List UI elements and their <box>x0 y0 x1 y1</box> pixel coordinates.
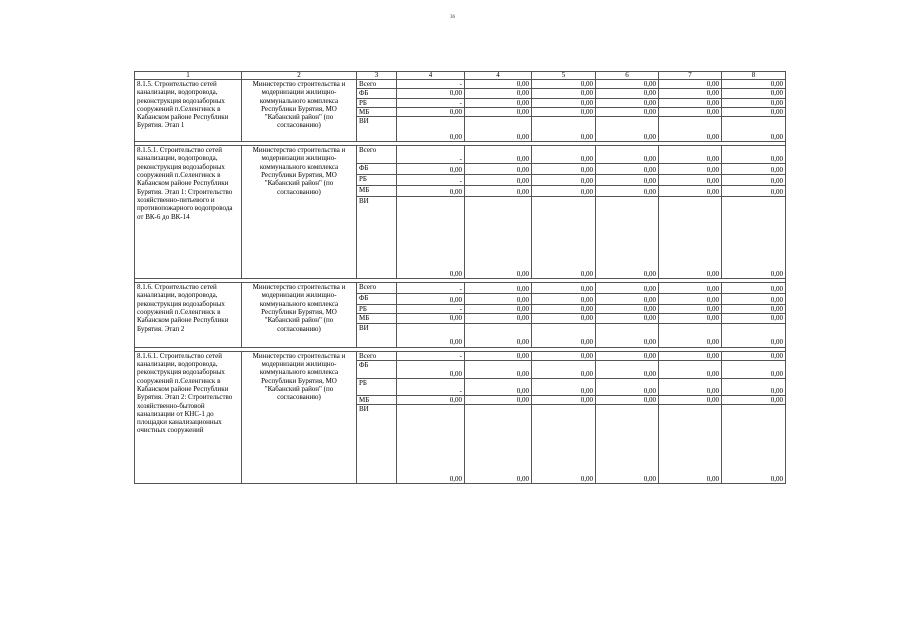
header-cell: 5 <box>532 72 596 80</box>
amount-cell: 0,00 <box>596 314 659 323</box>
header-cell: 1 <box>135 72 242 80</box>
header-cell: 4 <box>397 72 465 80</box>
amount-cell: 0,00 <box>465 146 532 164</box>
amount-cell: 0,00 <box>465 80 532 89</box>
amount-cell: 0,00 <box>596 361 659 379</box>
table-row <box>135 351 786 360</box>
amount-cell: 0,00 <box>465 98 532 107</box>
amount-cell: 0,00 <box>596 323 659 347</box>
amount-cell: 0,00 <box>722 164 786 175</box>
header-cell: 8 <box>722 72 786 80</box>
amount-cell: - <box>397 98 465 107</box>
amount-cell: 0,00 <box>532 146 596 164</box>
amount-cell: - <box>397 146 465 164</box>
amount-cell: 0,00 <box>596 351 659 360</box>
amount-cell: 0,00 <box>659 175 722 186</box>
amount-cell: 0,00 <box>465 314 532 323</box>
activity-description: 8.1.6. Строительство сетей канализации, водопровода, реконструкция водозаборных сооружений п.Селенгинск в Кабанском районе Республики Бурятия. Этап 2 <box>135 283 242 348</box>
amount-cell: 0,00 <box>722 361 786 379</box>
responsible-executor: Министерство строительства и модернизации жилищно-коммунального комплекса Республики Бурятия, МО "Кабанский район" (по согласованию) <box>242 146 357 279</box>
amount-cell: 0,00 <box>596 305 659 314</box>
amount-cell: 0,00 <box>596 186 659 197</box>
amount-cell: 0,00 <box>659 351 722 360</box>
amount-cell: 0,00 <box>722 89 786 98</box>
amount-cell: 0,00 <box>596 107 659 116</box>
amount-cell: 0,00 <box>722 175 786 186</box>
amount-cell: 0,00 <box>465 305 532 314</box>
amount-cell: 0,00 <box>722 186 786 197</box>
funding-source: ВИ <box>357 405 397 484</box>
amount-cell: 0,00 <box>722 197 786 279</box>
amount-cell: 0,00 <box>397 197 465 279</box>
amount-cell: 0,00 <box>722 351 786 360</box>
amount-cell: 0,00 <box>532 186 596 197</box>
amount-cell: 0,00 <box>596 117 659 142</box>
amount-cell: 0,00 <box>532 89 596 98</box>
funding-source: РБ <box>357 175 397 186</box>
amount-cell: 0,00 <box>596 405 659 484</box>
amount-cell: 0,00 <box>465 107 532 116</box>
header-row <box>135 72 786 80</box>
amount-cell: 0,00 <box>596 197 659 279</box>
amount-cell: 0,00 <box>722 107 786 116</box>
amount-cell: 0,00 <box>659 294 722 305</box>
amount-cell: 0,00 <box>659 98 722 107</box>
amount-cell: 0,00 <box>397 396 465 405</box>
amount-cell: 0,00 <box>465 186 532 197</box>
header-cell: 3 <box>357 72 397 80</box>
amount-cell: 0,00 <box>596 89 659 98</box>
amount-cell: 0,00 <box>465 175 532 186</box>
responsible-executor: Министерство строительства и модернизации жилищно-коммунального комплекса Республики Бурятия, МО "Кабанский район" (по согласованию) <box>242 80 357 142</box>
amount-cell: 0,00 <box>532 396 596 405</box>
amount-cell: 0,00 <box>465 117 532 142</box>
funding-source: ФБ <box>357 361 397 379</box>
funding-source: Всего <box>357 351 397 360</box>
amount-cell: 0,00 <box>722 283 786 294</box>
amount-cell: 0,00 <box>596 294 659 305</box>
table-row <box>135 146 786 164</box>
funding-source: МБ <box>357 107 397 116</box>
responsible-executor: Министерство строительства и модернизации жилищно-коммунального комплекса Республики Бурятия, МО "Кабанский район" (по согласованию) <box>242 351 357 484</box>
responsible-executor: Министерство строительства и модернизации жилищно-коммунального комплекса Республики Бурятия, МО "Кабанский район" (по согласованию) <box>242 283 357 348</box>
amount-cell: 0,00 <box>465 89 532 98</box>
amount-cell: 0,00 <box>659 117 722 142</box>
amount-cell: - <box>397 80 465 89</box>
amount-cell: 0,00 <box>465 351 532 360</box>
amount-cell: 0,00 <box>465 361 532 379</box>
amount-cell: 0,00 <box>465 405 532 484</box>
funding-source: ВИ <box>357 323 397 347</box>
amount-cell: 0,00 <box>659 164 722 175</box>
amount-cell: 0,00 <box>397 323 465 347</box>
amount-cell: 0,00 <box>659 283 722 294</box>
amount-cell: 0,00 <box>532 98 596 107</box>
activity-description: 8.1.6.1. Строительство сетей канализации, водопровода, реконструкция водозаборных сооружений п.Селенгинск в Кабанском районе Республики Бурятия. Этап 2: Строительство хозяйственно-бытовой канализации от КНС-1 до площадки канализационных очистных сооружений <box>135 351 242 484</box>
amount-cell: 0,00 <box>532 117 596 142</box>
amount-cell: 0,00 <box>532 175 596 186</box>
amount-cell: 0,00 <box>659 107 722 116</box>
amount-cell: 0,00 <box>659 314 722 323</box>
amount-cell: 0,00 <box>397 361 465 379</box>
budget-table <box>134 71 786 484</box>
amount-cell: 0,00 <box>532 197 596 279</box>
amount-cell: 0,00 <box>397 294 465 305</box>
amount-cell: 0,00 <box>659 396 722 405</box>
amount-cell: 0,00 <box>532 351 596 360</box>
amount-cell: 0,00 <box>532 305 596 314</box>
amount-cell: 0,00 <box>659 323 722 347</box>
amount-cell: 0,00 <box>532 164 596 175</box>
amount-cell: - <box>397 305 465 314</box>
funding-source: ВИ <box>357 117 397 142</box>
header-cell: 7 <box>659 72 722 80</box>
amount-cell: 0,00 <box>397 186 465 197</box>
funding-source: РБ <box>357 379 397 396</box>
amount-cell: 0,00 <box>722 405 786 484</box>
amount-cell: 0,00 <box>532 361 596 379</box>
amount-cell: 0,00 <box>596 146 659 164</box>
table-row <box>135 283 786 294</box>
amount-cell: 0,00 <box>397 117 465 142</box>
amount-cell: 0,00 <box>596 80 659 89</box>
amount-cell: 0,00 <box>659 379 722 396</box>
amount-cell: 0,00 <box>659 305 722 314</box>
amount-cell: 0,00 <box>722 323 786 347</box>
funding-source: Всего <box>357 146 397 164</box>
amount-cell: - <box>397 175 465 186</box>
funding-source: РБ <box>357 98 397 107</box>
amount-cell: 0,00 <box>659 89 722 98</box>
funding-source: Всего <box>357 80 397 89</box>
amount-cell: 0,00 <box>532 314 596 323</box>
amount-cell: 0,00 <box>659 197 722 279</box>
funding-source: ФБ <box>357 294 397 305</box>
amount-cell: 0,00 <box>722 294 786 305</box>
amount-cell: 0,00 <box>722 305 786 314</box>
amount-cell: 0,00 <box>465 379 532 396</box>
activity-description: 8.1.5.1. Строительство сетей канализации, водопровода, реконструкция водозаборных сооружений п.Селенгинск в Кабанском районе Республики Бурятия. Этап 1: Строительство хозяйственно-питьевого и противопожарного водопровода от ВК-6 до ВК-14 <box>135 146 242 279</box>
amount-cell: 0,00 <box>722 98 786 107</box>
amount-cell: 0,00 <box>397 314 465 323</box>
amount-cell: 0,00 <box>596 379 659 396</box>
amount-cell: 0,00 <box>532 283 596 294</box>
amount-cell: 0,00 <box>722 117 786 142</box>
amount-cell: 0,00 <box>659 361 722 379</box>
funding-source: ВИ <box>357 197 397 279</box>
amount-cell: 0,00 <box>397 107 465 116</box>
amount-cell: 0,00 <box>596 164 659 175</box>
amount-cell: 0,00 <box>397 405 465 484</box>
amount-cell: 0,00 <box>659 80 722 89</box>
page-number: 36 <box>450 15 455 20</box>
header-cell: 6 <box>596 72 659 80</box>
amount-cell: 0,00 <box>465 323 532 347</box>
activity-description: 8.1.5. Строительство сетей канализации, водопровода, реконструкция водозаборных сооружений п.Селенгинск в Кабанском районе Республики Бурятия. Этап 1 <box>135 80 242 142</box>
amount-cell: 0,00 <box>722 146 786 164</box>
funding-source: МБ <box>357 396 397 405</box>
funding-source: РБ <box>357 305 397 314</box>
amount-cell: 0,00 <box>659 186 722 197</box>
amount-cell: 0,00 <box>465 164 532 175</box>
table-row <box>135 80 786 89</box>
amount-cell: 0,00 <box>397 164 465 175</box>
amount-cell: 0,00 <box>465 197 532 279</box>
amount-cell: 0,00 <box>532 294 596 305</box>
funding-source: МБ <box>357 314 397 323</box>
amount-cell: 0,00 <box>532 323 596 347</box>
amount-cell: 0,00 <box>596 175 659 186</box>
funding-source: ФБ <box>357 164 397 175</box>
header-cell: 2 <box>242 72 357 80</box>
amount-cell: 0,00 <box>722 314 786 323</box>
amount-cell: 0,00 <box>659 146 722 164</box>
amount-cell: 0,00 <box>532 80 596 89</box>
funding-source: МБ <box>357 186 397 197</box>
amount-cell: - <box>397 351 465 360</box>
amount-cell: 0,00 <box>532 107 596 116</box>
amount-cell: 0,00 <box>659 405 722 484</box>
amount-cell: 0,00 <box>596 283 659 294</box>
amount-cell: 0,00 <box>397 89 465 98</box>
header-cell: 4 <box>465 72 532 80</box>
amount-cell: 0,00 <box>465 294 532 305</box>
amount-cell: 0,00 <box>465 283 532 294</box>
amount-cell: 0,00 <box>722 80 786 89</box>
amount-cell: 0,00 <box>722 379 786 396</box>
amount-cell: 0,00 <box>465 396 532 405</box>
amount-cell: 0,00 <box>722 396 786 405</box>
funding-source: ФБ <box>357 89 397 98</box>
amount-cell: - <box>397 379 465 396</box>
funding-source: Всего <box>357 283 397 294</box>
amount-cell: 0,00 <box>532 405 596 484</box>
amount-cell: 0,00 <box>532 379 596 396</box>
amount-cell: 0,00 <box>596 98 659 107</box>
amount-cell: 0,00 <box>596 396 659 405</box>
amount-cell: - <box>397 283 465 294</box>
